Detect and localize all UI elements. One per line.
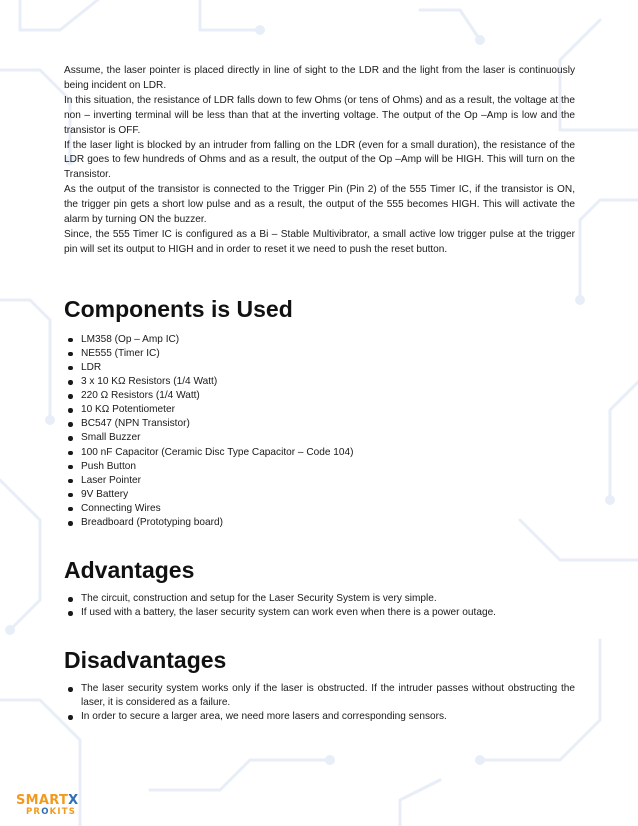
component-item: LDR (64, 361, 575, 375)
advantage-item: The circuit, construction and setup for the Laser Security System is very simple. (64, 592, 575, 606)
logo-line-1 (16, 794, 78, 807)
component-item: Small Buzzer (64, 431, 575, 445)
logo-letter-x: X (68, 793, 79, 808)
logo-word-smart: SMART (16, 793, 69, 808)
logo-line-2 (16, 808, 78, 817)
intro-paragraph: In this situation, the resistance of LDR falls down to few Ohms (or tens of Ohms) and as a result, the voltage at the non – inverting terminal will be less than that at the inverting voltage. The output of the Op –Amp is low and the transistor is OFF. (64, 94, 575, 136)
component-item: BC547 (NPN Transistor) (64, 417, 575, 431)
component-item: 100 nF Capacitor (Ceramic Disc Type Capacitor – Code 104) (64, 446, 575, 460)
advantages-list (64, 592, 575, 620)
advantages-heading: Advantages (64, 557, 195, 584)
intro-paragraph: Assume, the laser pointer is placed directly in line of sight to the LDR and the light from the laser is continuously being incident on LDR. (64, 65, 575, 91)
page-content (64, 64, 575, 725)
component-item: LM358 (Op – Amp IC) (64, 333, 575, 347)
component-item: 220 Ω Resistors (1/4 Watt) (64, 389, 575, 403)
advantage-item: If used with a battery, the laser security system can work even when there is a power outage. (64, 606, 575, 620)
disadvantages-list (64, 682, 575, 724)
component-item: Laser Pointer (64, 474, 575, 488)
components-heading: Components is Used (64, 295, 293, 322)
components-list (64, 333, 575, 530)
component-item: 3 x 10 KΩ Resistors (1/4 Watt) (64, 375, 575, 389)
component-item: 9V Battery (64, 488, 575, 502)
component-item: Connecting Wires (64, 502, 575, 516)
component-item: NE555 (Timer IC) (64, 347, 575, 361)
intro-paragraph: As the output of the transistor is connected to the Trigger Pin (Pin 2) of the 555 Timer IC, if the transistor is ON, the trigger pin gets a short low pulse and as a result, the output of the 555 becomes HIGH. This will activate the alarm by turning ON the buzzer. (64, 184, 575, 226)
logo-part-o: O (41, 807, 50, 817)
intro-paragraph: If the laser light is blocked by an intruder from falling on the LDR (even for a small duration), the resistance of the LDR goes to few hundreds of Ohms and as a result, the output of the Op –Amp will be HIGH. This will turn on the Transistor. (64, 139, 575, 181)
component-item: 10 KΩ Potentiometer (64, 403, 575, 417)
disadvantage-item: In order to secure a larger area, we need more lasers and corresponding sensors. (64, 710, 575, 724)
intro-paragraph: Since, the 555 Timer IC is configured as a Bi – Stable Multivibrator, a small active low trigger pulse at the trigger pin will set its output to HIGH and in order to reset it we need to push the reset button. (64, 228, 575, 255)
component-item: Push Button (64, 460, 575, 474)
component-item: Breadboard (Prototyping board) (64, 516, 575, 530)
smartx-prokits-logo (16, 794, 78, 817)
disadvantage-item: The laser security system works only if the laser is obstructed. If the intruder passes without obstructing the laser, it is considered as a failure. (64, 682, 575, 710)
logo-part-pr: PR (26, 807, 42, 817)
logo-part-kits: KITS (49, 807, 77, 817)
intro-section (64, 64, 575, 258)
disadvantages-heading: Disadvantages (64, 647, 227, 674)
